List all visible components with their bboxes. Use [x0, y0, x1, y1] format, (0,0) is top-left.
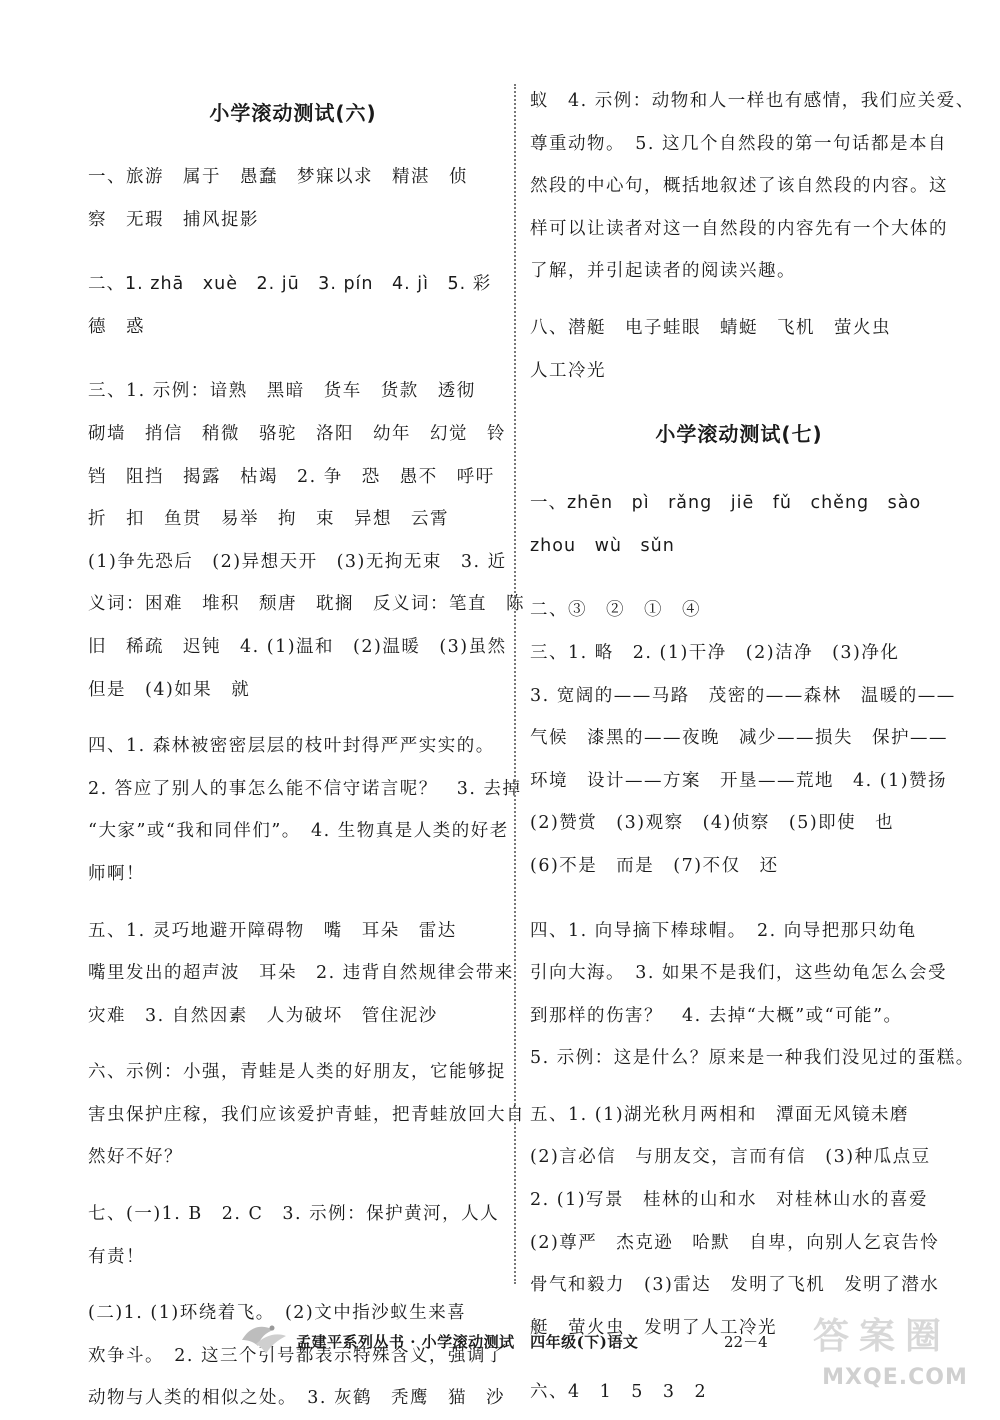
answer-line: 有责！	[88, 1246, 145, 1267]
column-divider	[514, 84, 516, 1284]
answer-line: 人工冷光	[530, 360, 606, 381]
answer-line: 骨气和毅力 (3)雷达 发明了飞机 发明了潜水	[530, 1275, 940, 1296]
answer-line: 师啊！	[88, 863, 145, 884]
answer-line: 四、1. 向导摘下棒球帽。 2. 向导把那只幼龟	[530, 920, 917, 941]
answer-line: 欢争斗。 2. 这三个引号都表示特殊含义，强调了	[88, 1345, 506, 1366]
answer-line: 四、1. 森林被密密层层的枝叶封得严严实实的。	[88, 736, 495, 757]
answer-line: 二、③ ② ① ④	[530, 600, 701, 621]
answer-line: (二)1. (1)环绕着飞。 (2)文中指沙蚁生来喜	[88, 1303, 467, 1324]
answer-line: 折 扣 鱼贯 易举 拘 束 异想 云霄	[88, 509, 449, 530]
answer-line: 三、1. 略 2. (1)干净 (2)洁净 (3)净化	[530, 642, 900, 663]
answer-line: (2)尊严 杰克逊 哈默 自卑，向别人乞哀告怜	[530, 1232, 940, 1253]
footer-series-title: 孟建平系列丛书 · 小学滚动测试 四年级(下)语文	[296, 1333, 639, 1351]
answer-line: 了解，并引起读者的阅读兴趣。	[530, 261, 796, 282]
section-title-seven: 小学滚动测试(七)	[655, 422, 823, 447]
answer-line: 然段的中心句，概括地叙述了该自然段的内容。这	[530, 176, 948, 197]
answer-line: 三、1. 示例：谙熟 黑暗 货车 货款 透彻	[88, 381, 476, 402]
answer-line: 嘴里发出的超声波 耳朵 2. 违背自然规律会带来	[88, 963, 514, 984]
answer-line: 蚁 4. 示例：动物和人一样也有感情，我们应关爱、	[530, 91, 975, 111]
answer-line: 然好不好？	[88, 1147, 183, 1168]
answer-line: (6)不是 而是 (7)不仅 还	[530, 855, 779, 876]
section-title-six: 小学滚动测试(六)	[209, 101, 377, 125]
answer-line: 2. (1)写景 桂林的山和水 对桂林山水的喜爱	[530, 1190, 929, 1211]
answer-line: 二、1. zhā xuè 2. jū 3. pín 4. jì 5. 彩	[88, 274, 492, 295]
answer-line: 旧 稀疏 迟钝 4. (1)温和 (2)温暖 (3)虽然	[88, 636, 507, 657]
answer-line: 动物与人类的相似之处。 3. 灰鹤 秃鹰 猫 沙	[88, 1388, 506, 1409]
answer-line: 环境 设计——方案 开垦——荒地 4. (1)赞扬	[530, 770, 948, 791]
answer-line: 样可以让读者对这一自然段的内容先有一个大体的	[530, 218, 948, 239]
answer-line: 察 无瑕 捕风捉影	[88, 209, 259, 230]
answer-line: (2)言必信 与朋友交，言而有信 (3)种瓜点豆	[530, 1147, 931, 1168]
answer-line: (2)赞赏 (3)观察 (4)侦察 (5)即使 也	[530, 813, 895, 834]
answer-line: “大家”或“我和同伴们”。 4. 生物真是人类的好老	[88, 821, 509, 842]
answer-line: 五、1. (1)湖光秋月两相和 潭面无风镜未磨	[530, 1104, 910, 1125]
left-column	[88, 80, 525, 1420]
answer-line: 气候 漆黑的——夜晚 减少——损失 保护——	[530, 728, 948, 749]
answer-line: 一、zhēn pì rǎng jiē fǔ chěng sào	[530, 493, 922, 514]
answer-line: 但是 (4)如果 就	[88, 679, 251, 700]
footer-page-number: 22－4	[724, 1333, 768, 1351]
answer-line: zhou wù sǔn	[530, 535, 675, 556]
answer-line: 灾难 3. 自然因素 人为破坏 管住泥沙	[88, 1005, 438, 1026]
answer-line: 五、1. 灵巧地避开障碍物 嘴 耳朵 雷达	[88, 920, 457, 941]
right-column	[530, 80, 975, 1414]
answer-line: 义词：困难 堆积 颓唐 耽搁 反义词：笔直 陈	[88, 594, 525, 615]
answer-line: 尊重动物。 5. 这几个自然段的第一句话都是本自	[530, 133, 948, 154]
answer-line: (1)争先恐后 (2)异想天开 (3)无拘无束 3. 近	[88, 551, 507, 572]
answer-line: 2. 答应了别人的事怎么能不信守诺言呢？ 3. 去掉	[88, 778, 522, 799]
answer-line: 砌墙 捎信 稍微 骆驼 洛阳 幼年 幻觉 铃	[88, 423, 506, 444]
watermark-url: MXQE.COM	[822, 1365, 968, 1390]
answer-line: 3. 宽阔的——马路 茂密的——森林 温暖的——	[530, 685, 956, 706]
answer-line: 害虫保护庄稼，我们应该爱护青蛙，把青蛙放回大自	[88, 1104, 525, 1125]
answer-line: 铛 阻挡 揭露 枯竭 2. 争 恐 愚不 呼吁	[88, 466, 495, 487]
answer-line: 六、示例：小强，青蛙是人类的好朋友，它能够捉	[88, 1062, 506, 1083]
answer-line: 一、旅游 属于 愚蠢 梦寐以求 精湛 侦	[88, 167, 468, 187]
answer-line: 德 惑	[88, 316, 145, 337]
answer-line: 八、潜艇 电子蛙眼 蜻蜓 飞机 萤火虫	[530, 317, 891, 338]
answer-line: 七、(一)1. B 2. C 3. 示例：保护黄河，人人	[88, 1204, 500, 1225]
answer-line: 5. 示例：这是什么？原来是一种我们没见过的蛋糕。	[530, 1048, 975, 1069]
answer-line: 到那样的伤害？ 4. 去掉“大概”或“可能”。	[530, 1005, 903, 1026]
answer-line: 六、4 1 5 3 2	[530, 1382, 708, 1403]
watermark-logo-text: 答案圈	[812, 1316, 951, 1357]
answer-line: 引向大海。 3. 如果不是我们，这些幼龟怎么会受	[530, 963, 948, 984]
answer-line: 艇 萤火虫 发明了人工冷光	[530, 1317, 777, 1338]
